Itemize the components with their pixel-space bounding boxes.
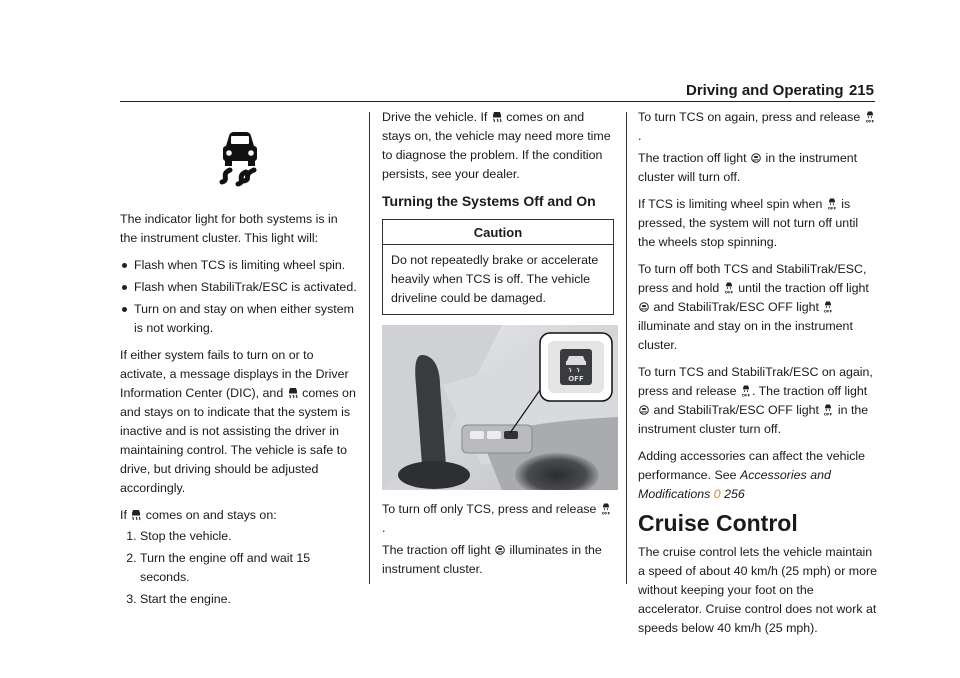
text-run: The traction off light — [382, 543, 491, 557]
traction-control-icon — [492, 111, 502, 123]
traction-off-icon — [639, 404, 649, 416]
page-number: 215 — [848, 82, 874, 99]
tcs-off-button-icon — [741, 385, 751, 397]
text-run: is pressed, the system will not turn off until the wheels stop spinning. — [638, 197, 859, 249]
text-run: To turn off both TCS and StabiliTrak/ESC, press and hold — [638, 262, 867, 295]
caution-box — [382, 219, 614, 315]
text-run: and StabiliTrak/ESC OFF light — [653, 300, 819, 314]
text-run: and StabiliTrak/ESC OFF light — [653, 403, 819, 417]
tcs-on-paragraph — [638, 108, 878, 146]
caution-title: Caution — [383, 220, 613, 245]
traction-off-icon — [495, 544, 505, 556]
cruise-control-heading: Cruise Control — [638, 510, 798, 536]
tcs-off-button-icon — [827, 198, 837, 210]
text-run: The traction off light — [638, 151, 747, 165]
text-run: To turn TCS and StabiliTrak/ESC on again, press and release — [638, 365, 873, 398]
drive-paragraph — [382, 108, 614, 184]
text-run: If TCS is limiting wheel spin when — [638, 197, 823, 211]
indicator-intro: The indicator light for both systems is in the instrument cluster. This light will: — [120, 212, 338, 245]
steps-list — [120, 527, 358, 609]
text-run: comes on and stays on, the vehicle may need more time to diagnose the problem. If the condition persists, see your dealer. — [382, 110, 611, 181]
section-title: Driving and Operating — [686, 82, 844, 99]
text-run: comes on and stays on: — [145, 508, 277, 522]
stabilitrak-off-icon — [823, 301, 833, 313]
page-ref-arrow: 0 — [713, 487, 721, 501]
list-item: Flash when TCS is limiting wheel spin. — [120, 256, 358, 275]
text-run: Drive the vehicle. If — [382, 110, 488, 124]
text-run: Adding accessories can affect the vehicle performance. See — [638, 449, 866, 482]
caution-body: Do not repeatedly brake or accelerate heavily when TCS is off. The vehicle driveline could be damaged. — [391, 253, 599, 305]
text-run: To turn off only TCS, press and release — [382, 502, 597, 516]
list-item: 2. Turn the engine off and wait 15 seconds. — [140, 549, 358, 587]
both-on-paragraph — [638, 363, 878, 439]
page-reference[interactable]: 256 — [724, 487, 745, 501]
photo-button-label: OFF — [568, 375, 584, 383]
traction-off-turns-off-paragraph — [638, 149, 878, 187]
column-1 — [120, 210, 358, 612]
column-divider — [626, 112, 627, 584]
text-run: in the instrument cluster will turn off. — [638, 151, 858, 184]
text-run: . — [638, 129, 642, 143]
tcs-off-button-icon — [865, 111, 875, 123]
column-2 — [382, 108, 614, 587]
text-run: If — [120, 508, 127, 522]
text-run: illuminate and stay on in the instrument cluster. — [638, 319, 853, 352]
traction-control-icon — [216, 130, 264, 188]
traction-control-icon — [131, 509, 141, 521]
text-run: illuminates in the instrument cluster. — [382, 543, 602, 576]
console-photo — [382, 325, 618, 490]
cruise-control-paragraph: The cruise control lets the vehicle maintain a speed of about 40 km/h (25 mph) or more without keeping your foot on the accelerator. Cruise control does not work at speeds below 40 km/h (25 mph). — [638, 545, 877, 635]
text-run: . The traction off light — [751, 384, 868, 398]
column-divider — [369, 112, 370, 584]
header-rule — [120, 101, 875, 102]
both-off-paragraph — [638, 260, 878, 355]
text-run: To turn TCS on again, press and release — [638, 110, 861, 124]
section-heading: Turning the Systems Off and On — [382, 193, 596, 209]
accessories-paragraph — [638, 447, 878, 504]
indicator-bullet-list — [120, 256, 358, 338]
tcs-off-paragraph — [382, 500, 614, 538]
text-run: comes on and stays on to indicate that the system is inactive and is not assisting the driver in maintaining control. The vehicle is safe to drive, but driving should be adjusted accordingly. — [120, 386, 356, 495]
traction-off-icon — [639, 301, 649, 313]
text-run: until the traction off light — [738, 281, 869, 295]
traction-off-illuminates-paragraph — [382, 541, 614, 579]
list-item: Flash when StabiliTrak/ESC is activated. — [120, 278, 358, 297]
tcs-off-button-icon — [724, 282, 734, 294]
traction-control-icon — [288, 387, 298, 399]
if-on-paragraph — [120, 506, 358, 525]
limiting-paragraph — [638, 195, 878, 252]
list-item: 3. Start the engine. — [140, 590, 358, 609]
stabilitrak-off-icon — [823, 404, 833, 416]
list-item: 1. Stop the vehicle. — [140, 527, 358, 546]
tcs-off-button-icon — [601, 503, 611, 515]
list-item: Turn on and stay on when either system is not working. — [120, 300, 358, 338]
traction-off-icon — [751, 152, 761, 164]
text-run: in the instrument cluster turn off. — [638, 403, 869, 436]
text-run: . — [382, 521, 386, 535]
failure-paragraph — [120, 346, 358, 498]
text-run: If either system fails to turn on or to activate, a message displays in the Driver Information Center (DIC), and — [120, 348, 349, 400]
accessories-reference-link[interactable]: Accessories and Modifications — [638, 468, 831, 501]
column-3 — [638, 108, 878, 646]
